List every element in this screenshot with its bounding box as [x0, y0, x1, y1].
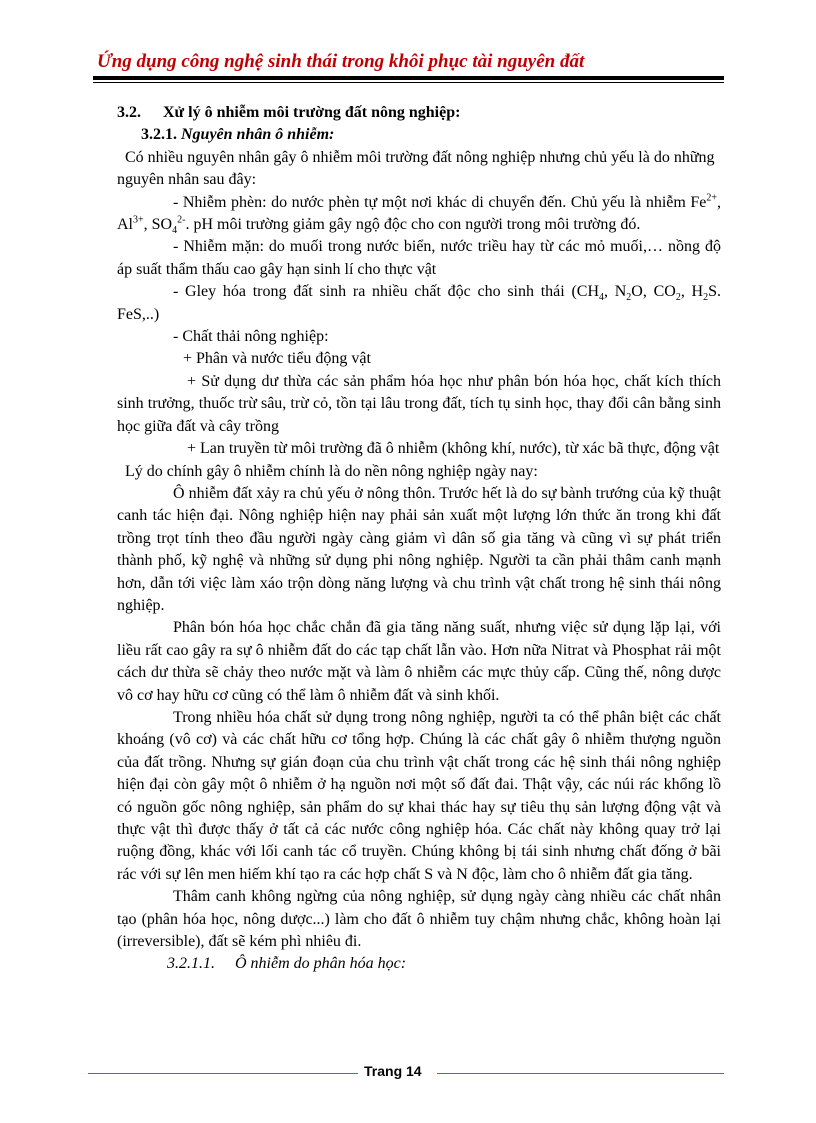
page-header-title: Ứng dụng công nghệ sinh thái trong khôi phục tài nguyên đất — [97, 51, 585, 72]
waste-item-1: + Phân và nước tiểu động vật — [183, 350, 371, 368]
subsection-title: Nguyên nhân ô nhiễm: — [181, 126, 335, 144]
header-rule-thin — [93, 82, 724, 83]
footer-rule-left — [88, 1073, 358, 1074]
subsection-number: 3.2.1. — [141, 126, 177, 144]
waste-item-3: + Lan truyền từ môi trường đã ô nhiễm (không khí, nước), từ xác bã thực, động vật — [187, 440, 720, 458]
body-paragraph-1: Ô nhiễm đất xảy ra chủ yếu ở nông thôn. Trước hết là do sự bành trướng của kỹ thuật canh tác hiện đại. Nông nghiệp hiện nay phải sản xuất một lượng lớn thức ăn trong khi đất trồng trọt tính theo đầu người ngày càng giảm vì dân số gia tăng và cũng vì sự phát triển thành phố, kỹ nghệ và những sử dụng phi nông nghiệp. Người ta cần phải thâm canh mạnh hơn, dẫn tới việc làm xáo trộn dòng năng lượng và chu trình vật chất trong hệ sinh thái nông nghiệp. — [117, 484, 721, 614]
section-title: Xử lý ô nhiễm môi trường đất nông nghiệp: — [163, 104, 461, 121]
subsection-heading — [117, 124, 721, 146]
acid-paragraph: - Nhiễm phèn: do nước phèn tự một nơi khác di chuyển đến. Chủ yếu là nhiễm $Fe^{2+}$, $Al^{3+}$, $SO_4^{2-}$. pH môi trường giảm gây ngộ độc cho con người trong môi trường đó. — [117, 192, 721, 237]
subsubsection-title: Ô nhiễm do phân hóa học: — [235, 955, 407, 973]
waste-item-2: + Sử dụng dư thừa các sản phẩm hóa học như phân bón hóa học, chất kích thích sinh trưởng, thuốc trừ sâu, trừ cỏ, tồn tại lâu trong đất, tích tụ sinh học, thay đổi cân bằng sinh học giữa đất và cây trồng — [117, 372, 721, 435]
subsubsection-number: 3.2.1.1. — [167, 955, 215, 973]
section-heading — [117, 102, 721, 124]
waste-title: - Chất thải nông nghiệp: — [173, 328, 329, 346]
intro-paragraph: Có nhiều nguyên nhân gây ô nhiễm môi trường đất nông nghiệp nhưng chủ yếu là do những nguyên nhân sau đây: — [117, 148, 715, 189]
document-body — [117, 98, 721, 976]
body-paragraph-3: Trong nhiều hóa chất sử dụng trong nông nghiệp, người ta có thể phân biệt các chất khoáng (vô cơ) và các chất hữu cơ tổng hợp. Chúng là các chất gây ô nhiễm thượng nguồn của đất trồng. Nhưng sự gián đoạn của chu trình vật chất trong các hệ sinh thái nông nghiệp hiện đại còn gây một ô nhiễm ở hạ nguồn nơi một số đất đai. Thật vậy, các núi rác khổng lồ có nguồn gốc nông nghiệp, sản phẩm do sự khai thác hay sự tiêu thụ sản lượng động vật và thực vật thì được thấy ở tất cả các nước công nghiệp hóa. Các chất này không quay trở lại ruộng đồng, khác với lối canh tác cổ truyền. Chúng không bị tái sinh nhưng chất đống ở bãi rác với sự lên men hiếm khí tạo ra các hợp chất S và N độc, làm cho ô nhiễm đất gia tăng. — [117, 708, 721, 883]
header-rule — [93, 76, 724, 80]
page-number: Trang 14 — [364, 1063, 422, 1079]
body-paragraph-4: Thâm canh không ngừng của nông nghiệp, sử dụng ngày càng nhiều các chất nhân tạo (phân hóa học, nông dược...) làm cho đất ô nhiễm tuy chậm nhưng chắc, không hoàn lại (irreversible), đất sẽ kém phì nhiêu đi. — [117, 888, 721, 951]
reason-line: Lý do chính gây ô nhiễm chính là do nền nông nghiệp ngày nay: — [125, 462, 538, 480]
salt-paragraph: - Nhiễm mặn: do muối trong nước biển, nước triều hay từ các mỏ muối,… nồng độ áp suất thẩm thấu cao gây hạn sinh lí cho thực vật — [117, 238, 721, 278]
footer-rule-right — [437, 1073, 724, 1074]
section-number: 3.2. — [117, 104, 141, 121]
body-paragraph-2: Phân bón hóa học chắc chắn đã gia tăng năng suất, nhưng việc sử dụng lặp lại, với liều rất cao gây ra sự ô nhiễm đất do các tạp chất lẫn vào. Hơn nữa Nitrat và Phosphat rải một cách dư thừa sẽ chảy theo nước mặt và làm ô nhiễm các mực thủy cấp. Cũng thế, nông dược vô cơ hay hữu cơ cũng có thể làm ô nhiễm đất và sinh khối. — [117, 619, 721, 704]
gley-paragraph: - Gley hóa trong đất sinh ra nhiều chất độc cho sinh thái ($CH_4$, $N_2O$, $CO_2$, $H_2S$. FeS,..) — [117, 283, 721, 323]
subsubsection-heading — [117, 953, 721, 975]
